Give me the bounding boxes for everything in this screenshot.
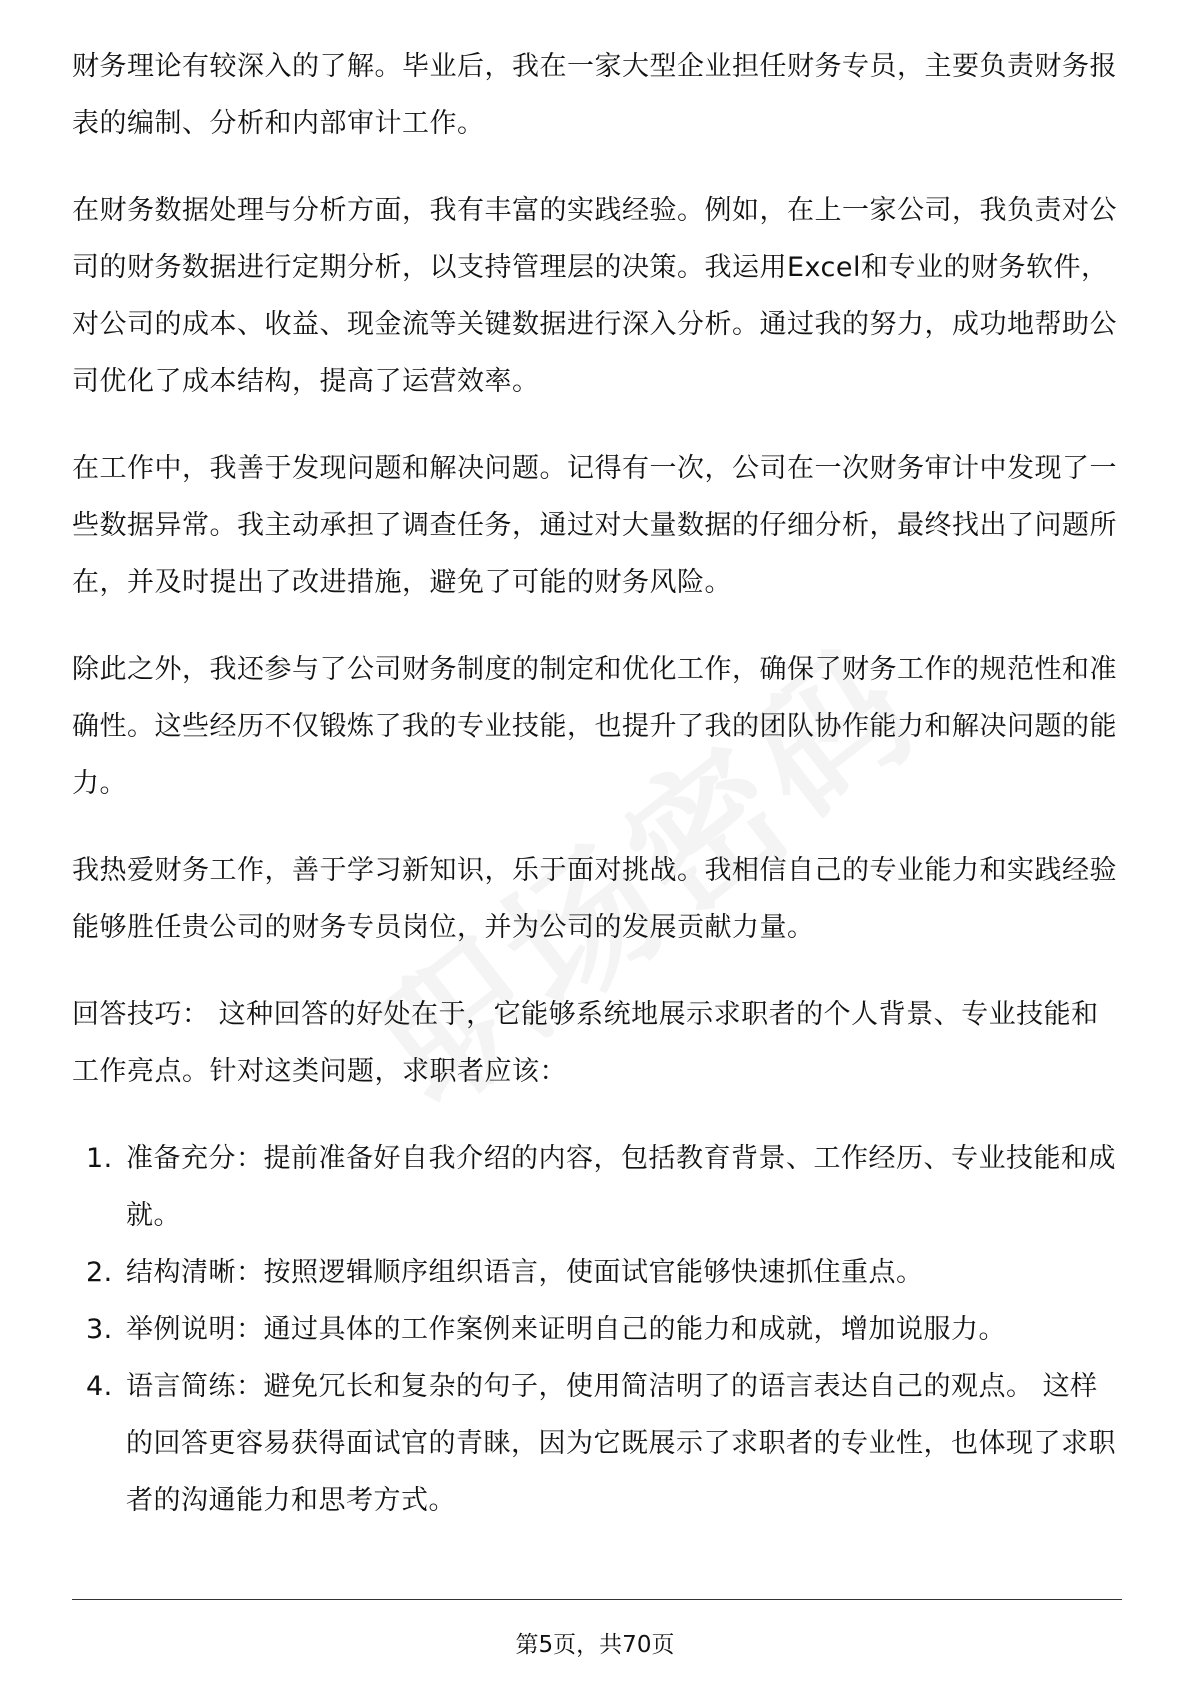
list-item-text: 语言简练：避免冗长和复杂的句子，使用简洁明了的语言表达自己的观点。 这样的回答更容易获得面试官的青睐，因为它既展示了求职者的专业性，也体现了求职者的沟通能力和思考方式。 [126, 1371, 1116, 1516]
tips-list [72, 1130, 1122, 1529]
list-item [72, 1301, 1122, 1358]
paragraph: 在工作中，我善于发现问题和解决问题。记得有一次，公司在一次财务审计中发现了一些数据异常。我主动承担了调查任务，通过对大量数据的仔细分析，最终找出了问题所在，并及时提出了改进措施，避免了可能的财务风险。 [72, 453, 1117, 598]
paragraph: 在财务数据处理与分析方面，我有丰富的实践经验。例如，在上一家公司，我负责对公司的财务数据进行定期分析，以支持管理层的决策。我运用Excel和专业的财务软件，对公司的成本、收益、现金流等关键数据进行深入分析。通过我的努力，成功地帮助公司优化了成本结构，提高了运营效率。 [72, 195, 1117, 397]
list-item [72, 1244, 1122, 1301]
list-number: 3. [86, 1314, 113, 1345]
list-number: 2. [86, 1257, 113, 1288]
footer-divider [72, 1599, 1122, 1600]
main-content [72, 38, 1122, 1529]
list-item-text: 举例说明：通过具体的工作案例来证明自己的能力和成就，增加说服力。 [126, 1314, 1006, 1345]
list-item-text: 结构清晰：按照逻辑顺序组织语言，使面试官能够快速抓住重点。 [126, 1257, 924, 1288]
answer-tip: 回答技巧： 这种回答的好处在于，它能够系统地展示求职者的个人背景、专业技能和工作亮点。针对这类问题，求职者应该： [72, 999, 1099, 1087]
paragraph: 除此之外，我还参与了公司财务制度的制定和优化工作，确保了财务工作的规范性和准确性。这些经历不仅锻炼了我的专业技能，也提升了我的团队协作能力和解决问题的能力。 [72, 654, 1117, 799]
paragraph: 我热爱财务工作，善于学习新知识，乐于面对挑战。我相信自己的专业能力和实践经验能够胜任贵公司的财务专员岗位，并为公司的发展贡献力量。 [72, 855, 1117, 943]
list-number: 1. [86, 1143, 113, 1174]
list-item-text: 准备充分：提前准备好自我介绍的内容，包括教育背景、工作经历、专业技能和成就。 [126, 1143, 1116, 1231]
list-item [72, 1358, 1122, 1529]
list-item [72, 1130, 1122, 1244]
paragraph: 财务理论有较深入的了解。毕业后，我在一家大型企业担任财务专员，主要负责财务报表的编制、分析和内部审计工作。 [72, 51, 1117, 139]
page-number: 第5页，共70页 [515, 1632, 675, 1658]
list-number: 4. [86, 1371, 113, 1402]
